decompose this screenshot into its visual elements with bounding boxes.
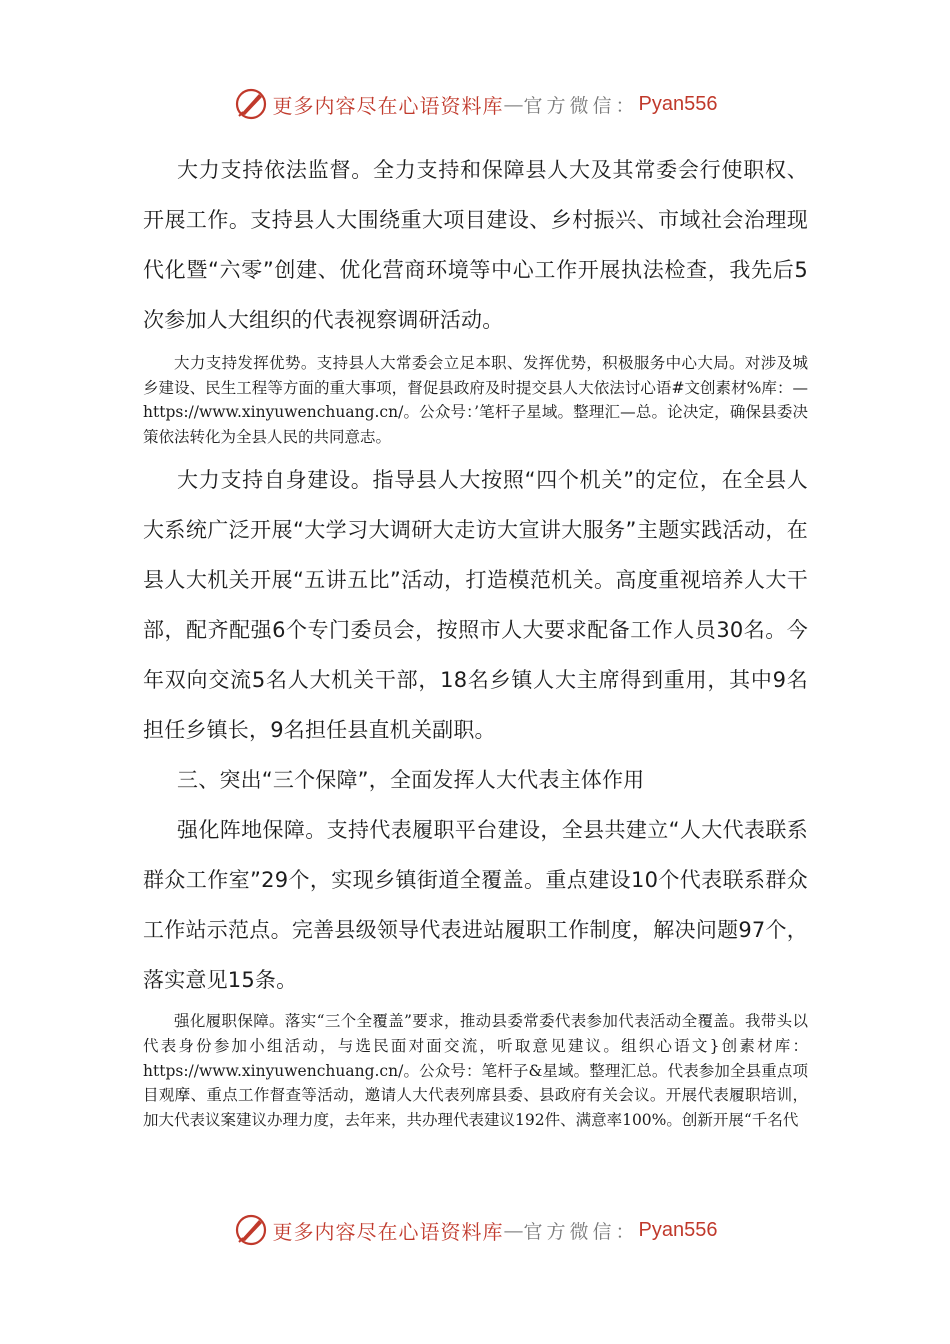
header-watermark: [0, 82, 950, 126]
quill-logo-icon: [233, 86, 269, 122]
watermark-official-label: 官方微信：: [523, 94, 639, 117]
paragraph-support-self-building: 大力支持自身建设。指导县人大按照“四个机关”的定位，在全县人大系统广泛开展“大学习大调研大走访大宣讲大服务”主题实践活动，在县人大机关开展“五讲五比”活动，打造模范机关。高度重视培养人大干部，配齐配强6个专门委员会，按照市人大要求配备工作人员30名。今年双向交流5名人大机关干部，18名乡镇人大主席得到重用，其中9名担任乡镇长，9名担任县直机关副职。: [143, 468, 808, 743]
watermark-brand: 更多内容尽在心语资料库: [272, 93, 504, 118]
watermark-separator: —: [503, 1218, 524, 1242]
watermark-wechat-id: Pyan556: [638, 1218, 718, 1241]
paragraph-support-supervision: 大力支持依法监督。全力支持和保障县人大及其常委会行使职权、开展工作。支持县人大围绕重大项目建设、乡村振兴、市域社会治理现代化暨“六零”创建、优化营商环境等中心工作开展执法检查，我先后5次参加人大组织的代表视察调研活动。: [143, 158, 808, 332]
watermark-brand: 更多内容尽在心语资料库: [272, 1219, 504, 1244]
watermark-official-label: 官方微信：: [523, 1220, 639, 1243]
document-body: [143, 145, 808, 1132]
paragraph-support-advantages: 大力支持发挥优势。支持县人大常委会立足本职、发挥优势，积极服务中心大局。对涉及城乡建设、民生工程等方面的重大事项，督促县政府及时提交县人大依法讨心语#文创素材%库：—https://www.xinyuwenchuang.cn/。公众号：’笔杆子星域。整理汇—总。论决定，确保县委决策依法转化为全县人民的共同意志。: [143, 354, 808, 446]
section-heading-three-guarantees: 三、突出“三个保障”，全面发挥人大代表主体作用: [177, 768, 645, 793]
footer-watermark: [0, 1208, 950, 1252]
paragraph-position-guarantee: 强化阵地保障。支持代表履职平台建设，全县共建立“人大代表联系群众工作室”29个，实现乡镇街道全覆盖。重点建设10个代表联系群众工作站示范点。完善县级领导代表进站履职工作制度，解决问题97个，落实意见15条。: [143, 818, 808, 993]
watermark-separator: —: [503, 92, 524, 116]
quill-logo-icon: [233, 1212, 269, 1248]
watermark-wechat-id: Pyan556: [638, 92, 718, 115]
paragraph-duty-guarantee: 强化履职保障。落实“三个全覆盖”要求，推动县委常委代表参加代表活动全覆盖。我带头以代表身份参加小组活动，与选民面对面交流，听取意见建议。组织心语文}创素材库：https://www.xinyuwenchuang.cn/。公众号：笔杆子&星域。整理汇总。代表参加全县重点项目观摩、重点工作督查等活动，邀请人大代表列席县委、县政府有关会议。开展代表履职培训，加大代表议案建议办理力度，去年来，共办理代表建议192件、满意率100%。创新开展“千名代: [143, 1012, 808, 1129]
